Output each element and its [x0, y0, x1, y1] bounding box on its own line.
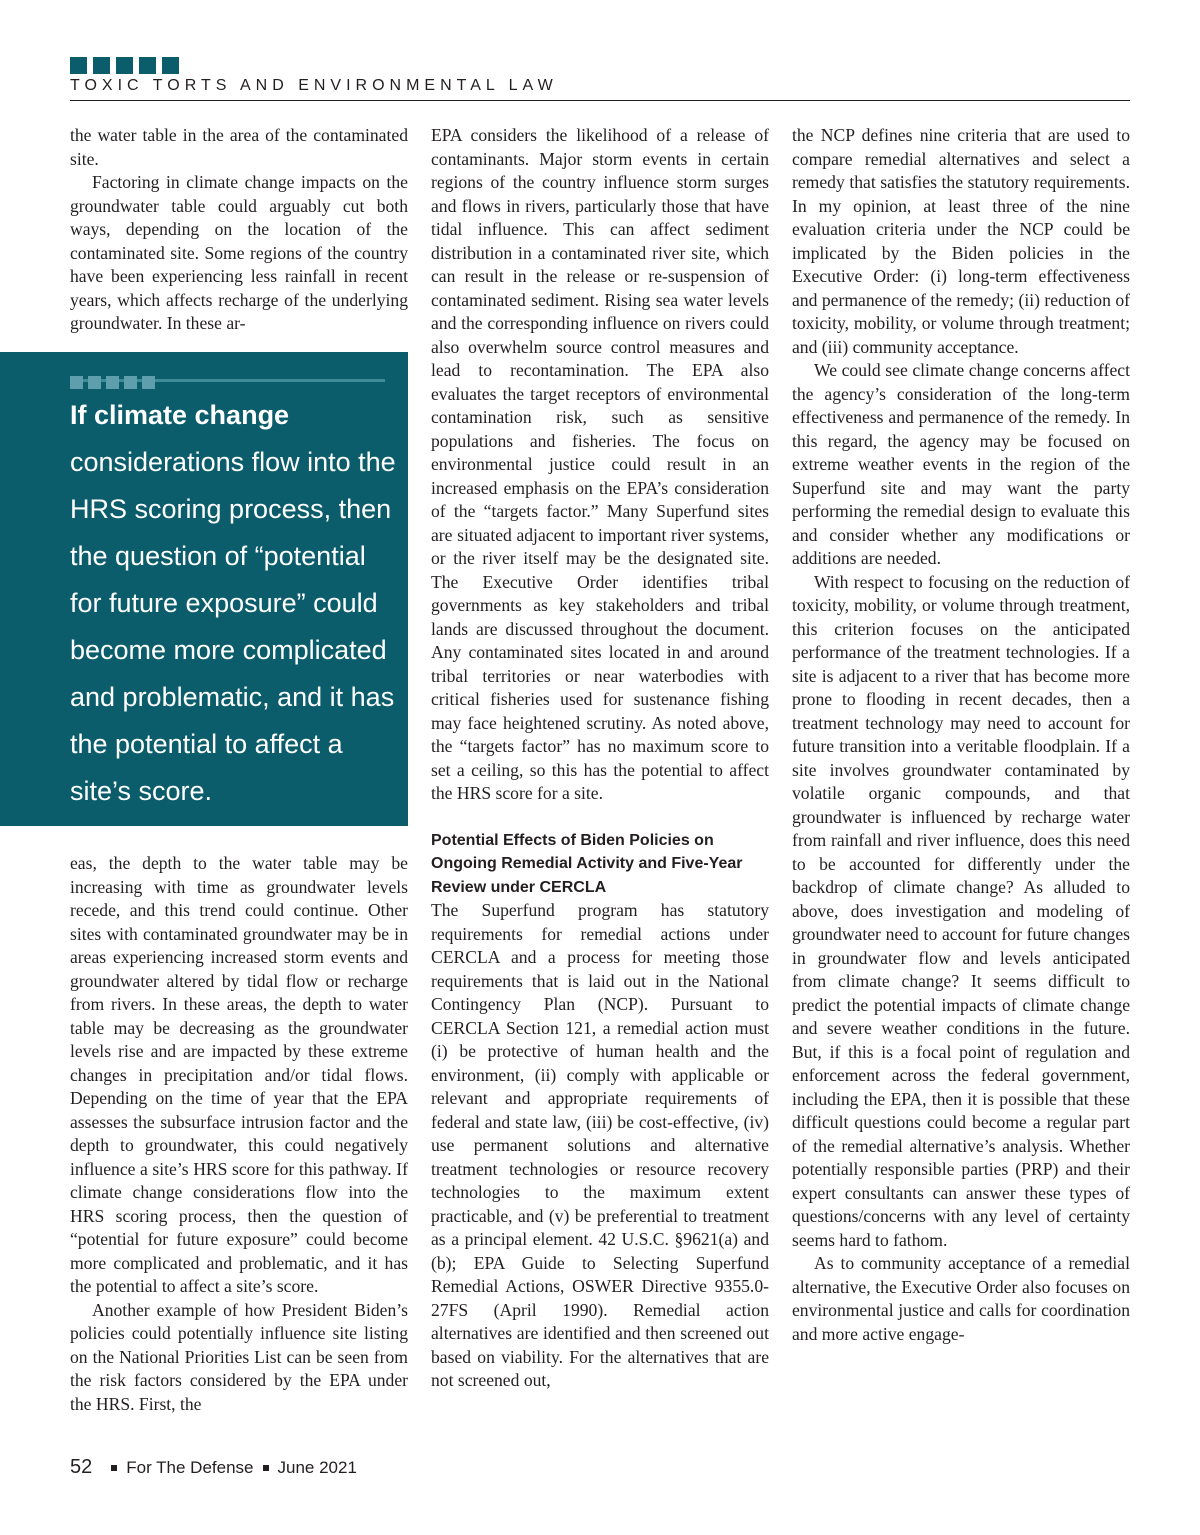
- paragraph: eas, the depth to the water table may be increasing with time as groundwater levels recede, and this trend could continue. Other sites with contaminated groundwater may be in areas experiencing increased storm events and groundwater altered by tidal flow or recharge from rivers. In these areas, the depth to water table may be decreasing as the groundwater levels rise and are impacted by these extreme changes in precipitation and/or tidal flows. Depending on the time of year that the EPA assesses the subsurface intrusion factor and the depth to groundwater, this could negatively influence a site’s HRS score for this pathway. If climate change considerations flow into the HRS scoring process, then the question of “potential for future exposure” could become more complicated and problematic, and it has the potential to affect a site’s score.: [70, 853, 408, 1296]
- pull-quote: [0, 352, 408, 826]
- square-1: [70, 57, 87, 74]
- bullet-separator: [111, 1465, 117, 1471]
- paragraph: the NCP defines nine criteria that are used to compare remedial alternatives and select a remedy that satisfies the statutory requirements. In my opinion, at least three of the nine evaluation criteria under the NCP could be implicated by the Biden policies in the Executive Order: (i) long-term effectiveness and permanence of the remedy; (ii) reduction of toxicity, mobility, or volume through treatment; and (iii) community acceptance.: [792, 125, 1130, 357]
- pull-quote-squares-decoration: [70, 376, 155, 389]
- square-1: [70, 376, 83, 389]
- square-5: [142, 376, 155, 389]
- paragraph: Factoring in climate change impacts on the groundwater table could arguably cut both ways, depending on the location of the contaminated site. Some regions of the country have been experiencing less rainfall in recent years, which affects recharge of the underlying groundwater. In these ar-: [70, 172, 408, 333]
- pull-quote-lead: If climate change: [70, 400, 290, 430]
- issue-date: June 2021: [277, 1457, 357, 1477]
- page-number: 52: [70, 1456, 93, 1478]
- square-4: [139, 57, 156, 74]
- square-3: [116, 57, 133, 74]
- square-5: [162, 57, 179, 74]
- header-rule: [70, 100, 1130, 101]
- header-squares-decoration: [70, 57, 179, 74]
- column-3: [792, 124, 1130, 1346]
- column-1-top: [70, 124, 408, 336]
- paragraph: EPA considers the likelihood of a release of contaminants. Major storm events in certain regions of the country influence storm surges and flows in rivers, particularly those that have tidal influence. This can affect sediment distribution in a contaminated river site, which can result in the release or re-suspension of contaminated sediment. Rising sea water levels and the corresponding influence on rivers could also overwhelm source control measures and lead to recontamination. The EPA also evaluates the target receptors of environmental contamination risk, such as sensitive populations and fisheries. The focus on environmental justice could result in an increased emphasis on the EPA’s consideration of the “targets factor.” Many Superfund sites are situated adjacent to important river systems, or the river itself may be the designated site. The Executive Order identifies tribal governments as key stakeholders and tribal lands are discussed throughout the document. Any contaminated sites located in and around tribal territories or near waterbodies with critical fisheries used for sustenance fishing may face heightened scrutiny. As noted above, the “targets factor” has no maximum score to set a ceiling, so this has the potential to affect the HRS score for a site.: [431, 125, 769, 803]
- paragraph: The Superfund program has statutory requirements for remedial actions under CERCLA and a process for meeting those requirements that is laid out in the National Contingency Plan (NCP). Pursuant to CERCLA Section 121, a remedial action must (i) be protective of human health and the environment, (ii) comply with applicable or relevant and appropriate requirements of federal and state law, (iii) be cost-effective, (iv) use permanent solutions and alternative treatment technologies or resource recovery technologies to the maximum extent practicable, and (v) be preferential to treatment as a principal element. 42 U.S.C. §9621(a) and (b); EPA Guide to Selecting Superfund Remedial Actions, OSWER Directive 9355.0-27FS (April 1990). Remedial action alternatives are identified and then screened out based on viability. For the alternatives that are not screened out,: [431, 900, 769, 1390]
- paragraph: With respect to focusing on the reduction of toxicity, mobility, or volume through treatment, this criterion focuses on the anticipated performance of the treatment technologies. If a site is adjacent to a river that has become more prone to flooding in recent decades, then a treatment technology may need to account for future transition into a veritable floodplain. If a site involves groundwater contaminated by volatile organic compounds, and that groundwater is influenced by recharge water from rainfall and river influence, does this need to be accounted for differently under the backdrop of climate change? As alluded to above, does investigation and modeling of groundwater need to account for future changes in groundwater flow and levels anticipated from climate change? It seems difficult to predict the potential impacts of climate change and severe weather conditions in the future. But, if this is a focal point of regulation and enforcement across the federal government, including the EPA, then it is possible that these difficult questions could become a regular part of the remedial alternative’s analysis. Whether potentially responsible parties (PRP) and their expert consultants can answer these types of questions/concerns with any level of certainty seems hard to fathom.: [792, 571, 1130, 1250]
- publication-name: For The Defense: [126, 1457, 254, 1477]
- subheading: Potential Effects of Biden Policies on Ongoing Remedial Activity and Five-Year Review under CERCLA: [431, 831, 743, 896]
- paragraph: We could see climate change concerns affect the agency’s consideration of the long-term effectiveness and permanence of the remedy. In this regard, the agency may be focused on extreme weather events in the region of the Superfund site and may want the party performing the remedial design to evaluate this and consider whether any modifications or additions are needed.: [792, 360, 1130, 568]
- pull-quote-body: considerations flow into the HRS scoring process, then the question of “potential for future exposure” could become more complicated and problematic, and it has the potential to affect a site’s score.: [70, 447, 396, 806]
- bullet-separator: [263, 1465, 269, 1471]
- paragraph: Another example of how President Biden’s policies could potentially influence site listing on the National Priorities List can be seen from the risk factors considered by the EPA under the HRS. First, the: [70, 1299, 408, 1414]
- square-4: [124, 376, 137, 389]
- square-2: [93, 57, 110, 74]
- section-title: TOXIC TORTS AND ENVIRONMENTAL LAW: [70, 77, 558, 94]
- paragraph: the water table in the area of the contaminated site.: [70, 125, 408, 169]
- column-1-bottom: [70, 852, 408, 1416]
- column-2: [431, 124, 769, 1393]
- square-2: [88, 376, 101, 389]
- paragraph: As to community acceptance of a remedial alternative, the Executive Order also focuses on environmental justice and calls for coordination and more active engage-: [792, 1253, 1130, 1344]
- page-footer: [70, 1456, 357, 1479]
- square-3: [106, 376, 119, 389]
